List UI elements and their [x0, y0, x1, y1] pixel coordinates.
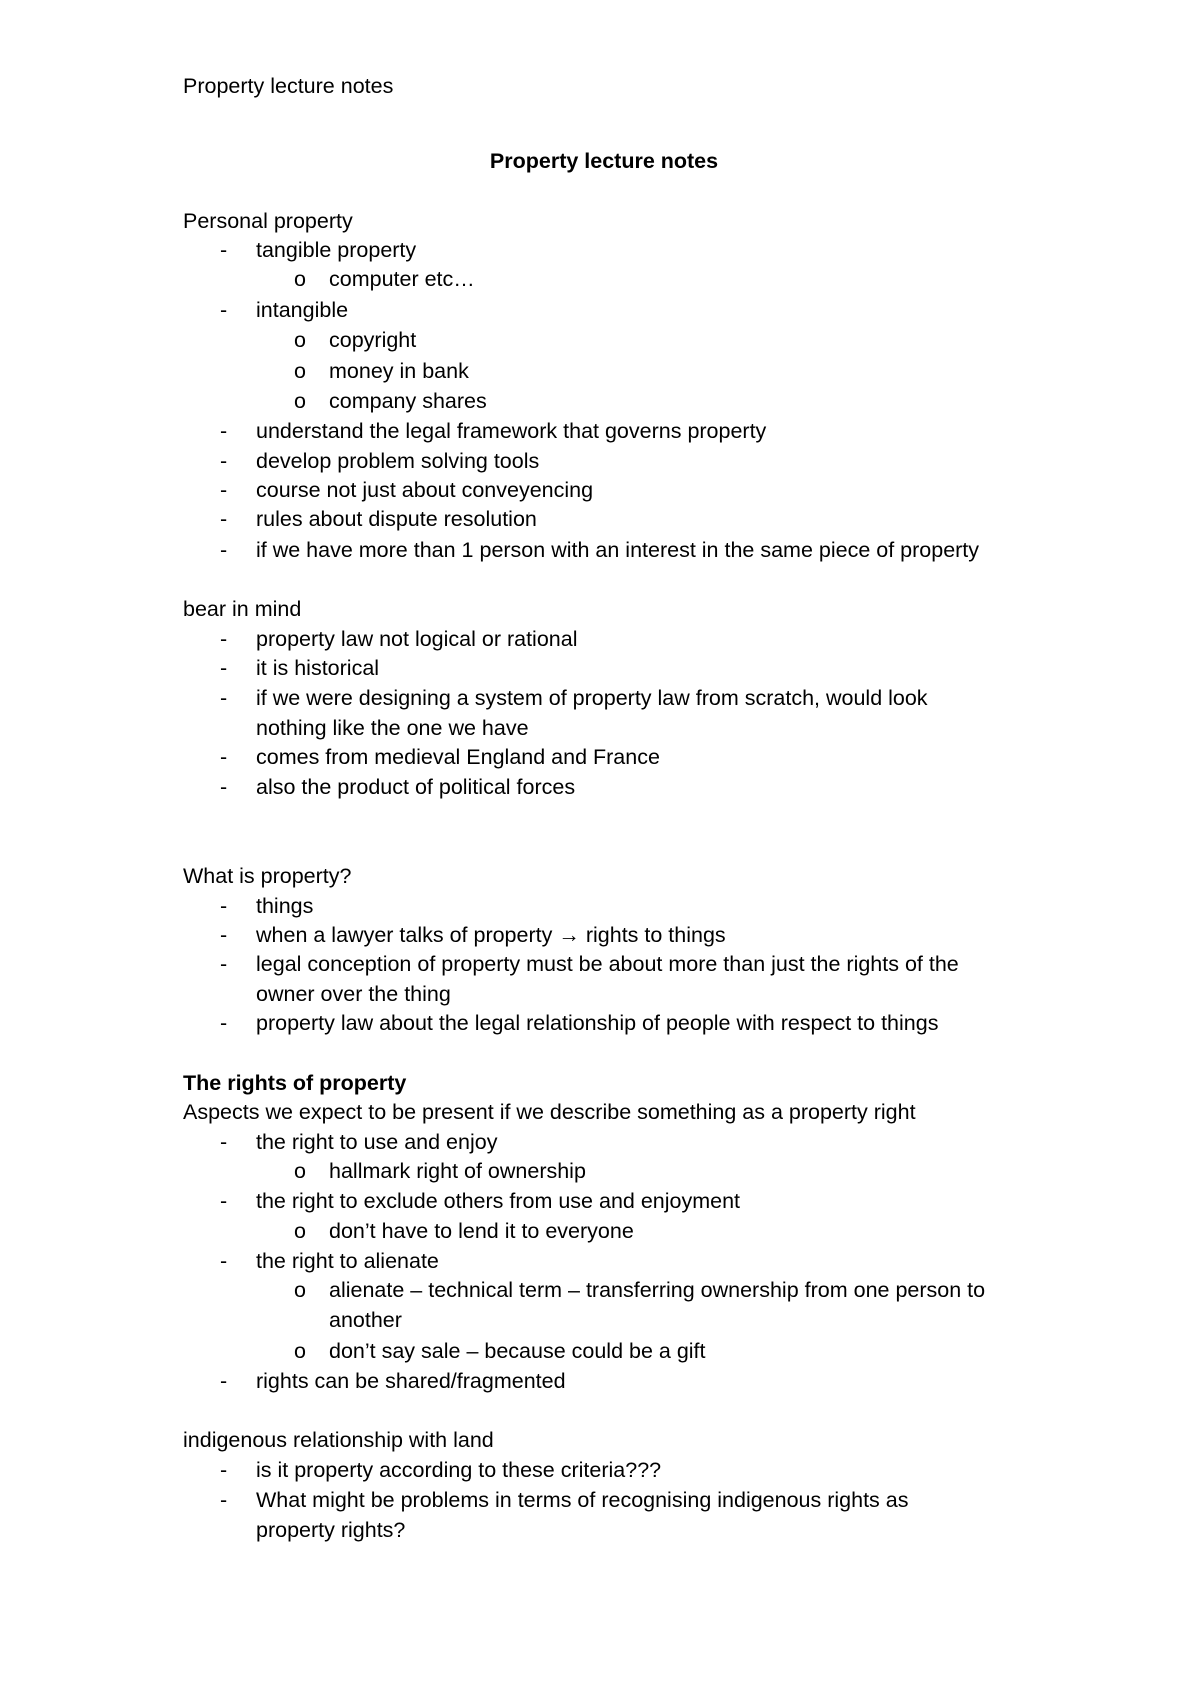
- bullet-dash: -: [220, 775, 228, 799]
- list-item: intangible: [256, 298, 349, 322]
- bullet-dash: -: [220, 238, 228, 262]
- list-item-continuation: property rights?: [256, 1518, 406, 1542]
- sub-list-item: money in bank: [329, 359, 469, 383]
- list-item: property law about the legal relationship of people with respect to things: [256, 1011, 939, 1035]
- document-title: Property lecture notes: [489, 149, 719, 173]
- list-item-text: when a lawyer talks of property: [256, 923, 553, 947]
- sub-list-item: company shares: [329, 389, 487, 413]
- sub-list-item: don’t have to lend it to everyone: [329, 1219, 634, 1243]
- section-intro: Aspects we expect to be present if we describe something as a property right: [183, 1100, 916, 1124]
- list-item: it is historical: [256, 656, 380, 680]
- bullet-dash: -: [220, 419, 228, 443]
- bullet-circle: o: [294, 1278, 306, 1302]
- list-item: property law not logical or rational: [256, 627, 578, 651]
- bullet-dash: -: [220, 745, 228, 769]
- bullet-dash: -: [220, 1369, 228, 1393]
- bullet-dash: -: [220, 894, 228, 918]
- list-item: What might be problems in terms of recognising indigenous rights as: [256, 1488, 909, 1512]
- list-item: [256, 925, 726, 947]
- list-item-continuation: nothing like the one we have: [256, 716, 529, 740]
- section-heading-personal-property: Personal property: [183, 209, 353, 233]
- list-item: the right to use and enjoy: [256, 1130, 498, 1154]
- section-heading-indigenous: indigenous relationship with land: [183, 1428, 494, 1452]
- page-header: Property lecture notes: [183, 74, 394, 98]
- bullet-dash: -: [220, 656, 228, 680]
- section-heading-rights-of-property: The rights of property: [183, 1071, 407, 1095]
- bullet-dash: -: [220, 538, 228, 562]
- bullet-dash: -: [220, 449, 228, 473]
- sub-list-item: don’t say sale – because could be a gift: [329, 1339, 706, 1363]
- list-item-text: rights to things: [585, 923, 726, 947]
- list-item: things: [256, 894, 314, 918]
- bullet-circle: o: [294, 1159, 306, 1183]
- bullet-dash: -: [220, 923, 228, 947]
- list-item: rules about dispute resolution: [256, 507, 537, 531]
- list-item: tangible property: [256, 238, 417, 262]
- bullet-dash: -: [220, 1458, 228, 1482]
- sub-list-item: copyright: [329, 328, 417, 352]
- list-item: is it property according to these criteria???: [256, 1458, 662, 1482]
- bullet-dash: -: [220, 1011, 228, 1035]
- bullet-dash: -: [220, 1189, 228, 1213]
- bullet-circle: o: [294, 359, 306, 383]
- bullet-dash: -: [220, 1130, 228, 1154]
- list-item-continuation: owner over the thing: [256, 982, 451, 1006]
- bullet-dash: -: [220, 478, 228, 502]
- list-item: legal conception of property must be about more than just the rights of the: [256, 952, 959, 976]
- sub-list-item: alienate – technical term – transferring ownership from one person to: [329, 1278, 986, 1302]
- bullet-dash: -: [220, 507, 228, 531]
- list-item: if we have more than 1 person with an interest in the same piece of property: [256, 538, 980, 562]
- bullet-dash: -: [220, 627, 228, 651]
- bullet-circle: o: [294, 267, 306, 291]
- list-item: also the product of political forces: [256, 775, 576, 799]
- bullet-circle: o: [294, 389, 306, 413]
- bullet-circle: o: [294, 328, 306, 352]
- bullet-dash: -: [220, 1488, 228, 1512]
- bullet-circle: o: [294, 1219, 306, 1243]
- list-item: comes from medieval England and France: [256, 745, 660, 769]
- list-item: course not just about conveyencing: [256, 478, 594, 502]
- sub-list-item: hallmark right of ownership: [329, 1159, 586, 1183]
- section-heading-bear-in-mind: bear in mind: [183, 597, 302, 621]
- right-arrow-icon: →: [558, 923, 580, 947]
- list-item: understand the legal framework that governs property: [256, 419, 767, 443]
- list-item: develop problem solving tools: [256, 449, 540, 473]
- list-item: if we were designing a system of property law from scratch, would look: [256, 686, 928, 710]
- list-item: the right to alienate: [256, 1249, 439, 1273]
- bullet-dash: -: [220, 1249, 228, 1273]
- bullet-circle: o: [294, 1339, 306, 1363]
- list-item: rights can be shared/fragmented: [256, 1369, 566, 1393]
- sub-list-item-continuation: another: [329, 1308, 402, 1332]
- section-heading-what-is-property: What is property?: [183, 864, 352, 888]
- list-item: the right to exclude others from use and enjoyment: [256, 1189, 741, 1213]
- bullet-dash: -: [220, 686, 228, 710]
- bullet-dash: -: [220, 952, 228, 976]
- sub-list-item: computer etc…: [329, 267, 475, 291]
- bullet-dash: -: [220, 298, 228, 322]
